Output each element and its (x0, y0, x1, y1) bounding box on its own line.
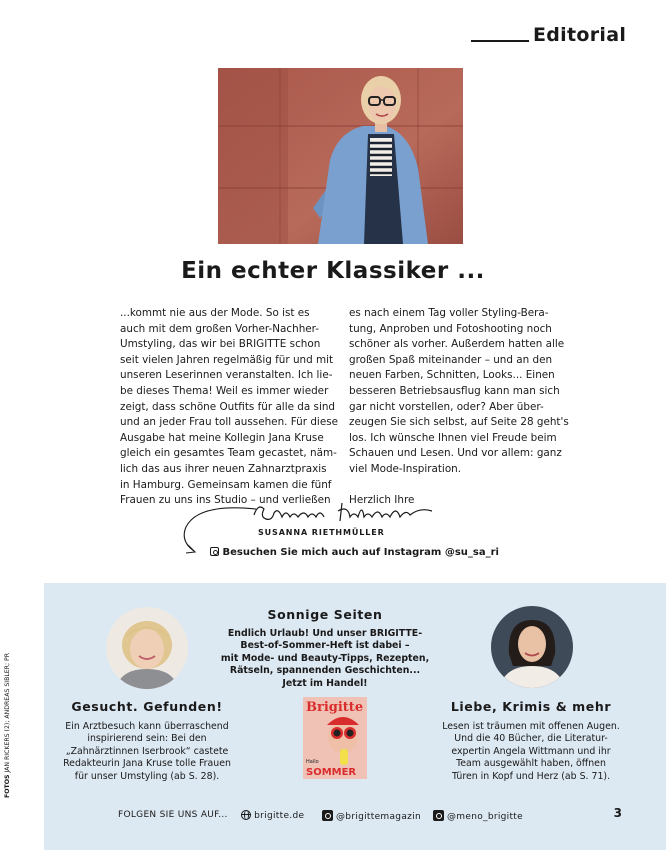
photo-credit (0, 628, 12, 798)
magazine-cover[interactable] (303, 697, 367, 779)
photo-credit-text: JAN RICKERS (2); ANDREAS SIBLER; PR (4, 652, 11, 773)
globe-icon (241, 810, 251, 820)
avatar-angela-wittmann (491, 606, 573, 688)
magazine-line1: Hallo (306, 759, 319, 765)
photo-credit-label: FOTOS (4, 774, 11, 798)
teaser-center-body: Endlich Urlaub! Und unser BRIGITTE- Best-of-Sommer-Heft ist dabei – mit Mode- und Beauty-Tipps, Rezepten, Rätseln, spannenden Geschichten... Jetzt im Handel! (220, 628, 430, 689)
teaser-right-title: Liebe, Krimis & mehr (450, 699, 612, 714)
magazine-masthead: Brigitte (306, 700, 364, 715)
instagram-link-meno[interactable] (433, 810, 523, 822)
website-link[interactable] (241, 810, 304, 821)
instagram-link-brigitte[interactable] (322, 810, 421, 822)
author-name: SUSANNA RIETHMÜLLER (258, 528, 385, 537)
body-column-right-text: es nach einem Tag voller Styling-Bera- tung, Anproben und Fotoshooting noch schöner als vorher. Außerdem hatten alle großen Spaß miteinander – und an den neuen Farben, Schnitten, Looks... Einen besseren Betriebsausflug kann man sich gar nicht vorstellen, oder? Aber über- zeugen Sie sich selbst, auf Seite 28 geht's los. Ich wünsche Ihnen viel Freude beim Schauen und Lesen. Und vor allem: ganz viel Mode-Inspiration. (349, 307, 569, 475)
footer (0, 807, 666, 827)
instagram-icon (322, 810, 333, 821)
instagram-icon (433, 810, 444, 821)
signature (250, 497, 440, 531)
instagram-icon (210, 547, 219, 556)
website-text: brigitte.de (254, 811, 305, 821)
editor-photo (218, 68, 463, 244)
page-number: 3 (613, 806, 622, 820)
teaser-right-body: Lesen ist träumen mit offenen Augen. Und die 40 Bücher, die Literatur- expertin Angela Wittmann und ihr Team ausgewählt haben, öffnen Türen in Kopf und Herz (ab S. 71). (442, 721, 620, 782)
teaser-left-title: Gesucht. Gefunden! (71, 699, 223, 714)
instagram-line[interactable] (210, 547, 499, 558)
closing-line: Herzlich Ihre (349, 494, 415, 507)
instagram-text: Besuchen Sie mich auch auf Instagram @su_sa_ri (222, 547, 499, 558)
follow-label: FOLGEN SIE UNS AUF... (118, 810, 228, 820)
body-column-right (349, 306, 569, 509)
instagram-text-2: @meno_brigitte (447, 812, 523, 822)
svg-text:FOTOS JAN RICKERS (2); ANDREAS (4, 652, 11, 798)
section-rule (471, 40, 529, 42)
headline: Ein echter Klassiker ... (181, 258, 485, 284)
section-label: Editorial (533, 24, 627, 46)
instagram-text-1: @brigittemagazin (336, 812, 421, 822)
teaser-left-body: Ein Arztbesuch kann überraschend inspirierend sein: Bei den „Zahnärztinnen Iserbrook“ castete Redakteurin Jana Kruse tolle Frauen für unser Umstyling (ab S. 28). (63, 721, 231, 782)
magazine-line2: SOMMER (306, 767, 357, 778)
body-column-left: ...kommt nie aus der Mode. So ist es auch mit dem großen Vorher-Nachher- Umstyling, das wir bei BRIGITTE schon seit vielen Jahren regelmäßig für und mit unseren Leserinnen veranstalten. Ich lie- be dieses Thema! Weil es immer wieder zeigt, dass schöne Outfits für alle da sind und an jeder Frau toll aussehen. Für diese Ausgabe hat meine Kollegin Jana Kruse gleich ein gesamtes Team gecastet, näm- lich das aus ihrer neuen Zahnarztpraxis in Hamburg. Gemeinsam kamen die fünf Frauen zu uns ins Studio – und verließen (120, 307, 339, 507)
avatar-jana-kruse (106, 607, 188, 689)
teaser-center-title: Sonnige Seiten (267, 607, 383, 622)
